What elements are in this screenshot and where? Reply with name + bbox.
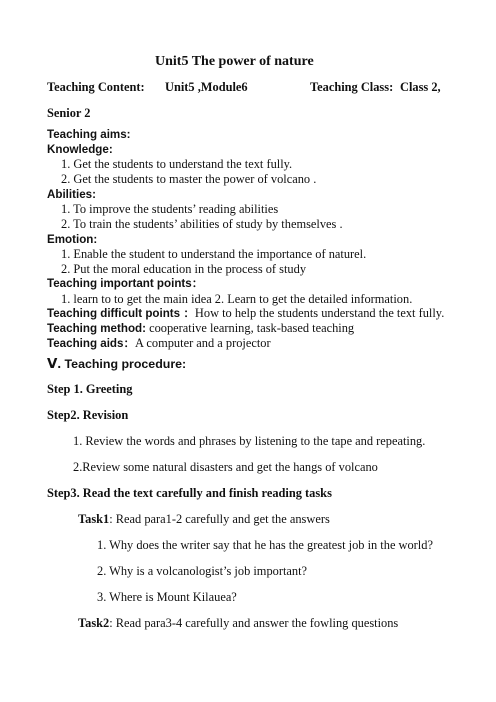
emotion-item: 1. Enable the student to understand the importance of naturel. <box>61 247 367 261</box>
teaching-aids-text: A computer and a projector <box>135 336 271 350</box>
task1-question: 2. Why is a volcanologist’s job important? <box>97 564 308 578</box>
emotion-label: Emotion: <box>47 233 98 246</box>
teaching-content-label: Teaching Content: <box>47 80 145 94</box>
step1-heading: Step 1. Greeting <box>47 382 133 396</box>
page-title: Unit5 The power of nature <box>155 54 314 69</box>
step2-heading: Step2. Revision <box>47 408 129 422</box>
task1-label: Task1 <box>78 512 110 526</box>
abilities-item: 1. To improve the students’ reading abilities <box>61 202 279 216</box>
senior-label: Senior 2 <box>47 106 91 120</box>
roman-numeral: Ⅴ. <box>47 356 62 371</box>
teaching-method-text: cooperative learning, task-based teaching <box>145 321 355 335</box>
teaching-content-value: Unit5 ,Module6 <box>165 80 248 94</box>
teaching-aids-row <box>47 336 271 351</box>
abilities-label: Abilities: <box>47 188 96 201</box>
abilities-item: 2. To train the students’ abilities of study by themselves . <box>61 217 343 231</box>
step3-heading: Step3. Read the text carefully and finish reading tasks <box>47 486 332 500</box>
knowledge-item: 1. Get the students to understand the text fully. <box>61 157 293 171</box>
teaching-method-label: Teaching method: <box>47 322 146 335</box>
procedure-heading-row <box>47 355 186 373</box>
important-points-label: Teaching important points： <box>47 277 204 290</box>
teaching-class-value: Class 2, <box>400 80 441 94</box>
knowledge-label: Knowledge: <box>47 143 113 156</box>
difficult-points-text: How to help the students understand the text fully. <box>194 306 445 320</box>
teaching-class-label: Teaching Class: <box>310 80 394 94</box>
difficult-points-row <box>47 306 444 321</box>
teaching-method-row <box>47 321 354 336</box>
difficult-points-label: Teaching difficult points ： <box>47 307 195 320</box>
task2-label: Task2 <box>78 616 110 630</box>
procedure-heading: Teaching procedure: <box>61 357 187 371</box>
task1-row <box>78 512 330 527</box>
knowledge-item: 2. Get the students to master the power of volcano . <box>61 172 317 186</box>
teaching-aims-heading: Teaching aims: <box>47 128 131 141</box>
emotion-item: 2. Put the moral education in the process of study <box>61 262 307 276</box>
task1-question: 3. Where is Mount Kilauea? <box>97 590 237 604</box>
task2-text: : Read para3-4 carefully and answer the fowling questions <box>109 616 399 630</box>
teaching-aids-label: Teaching aids： <box>47 337 136 350</box>
important-points-text: 1. learn to to get the main idea 2. Learn to get the detailed information. <box>61 292 413 306</box>
task2-row <box>78 616 398 631</box>
step2-item: 1. Review the words and phrases by listening to the tape and repeating. <box>73 434 426 448</box>
task1-text: : Read para1-2 carefully and get the answers <box>109 512 330 526</box>
step2-item: 2.Review some natural disasters and get the hangs of volcano <box>73 460 378 474</box>
task1-question: 1. Why does the writer say that he has the greatest job in the world? <box>97 538 433 552</box>
